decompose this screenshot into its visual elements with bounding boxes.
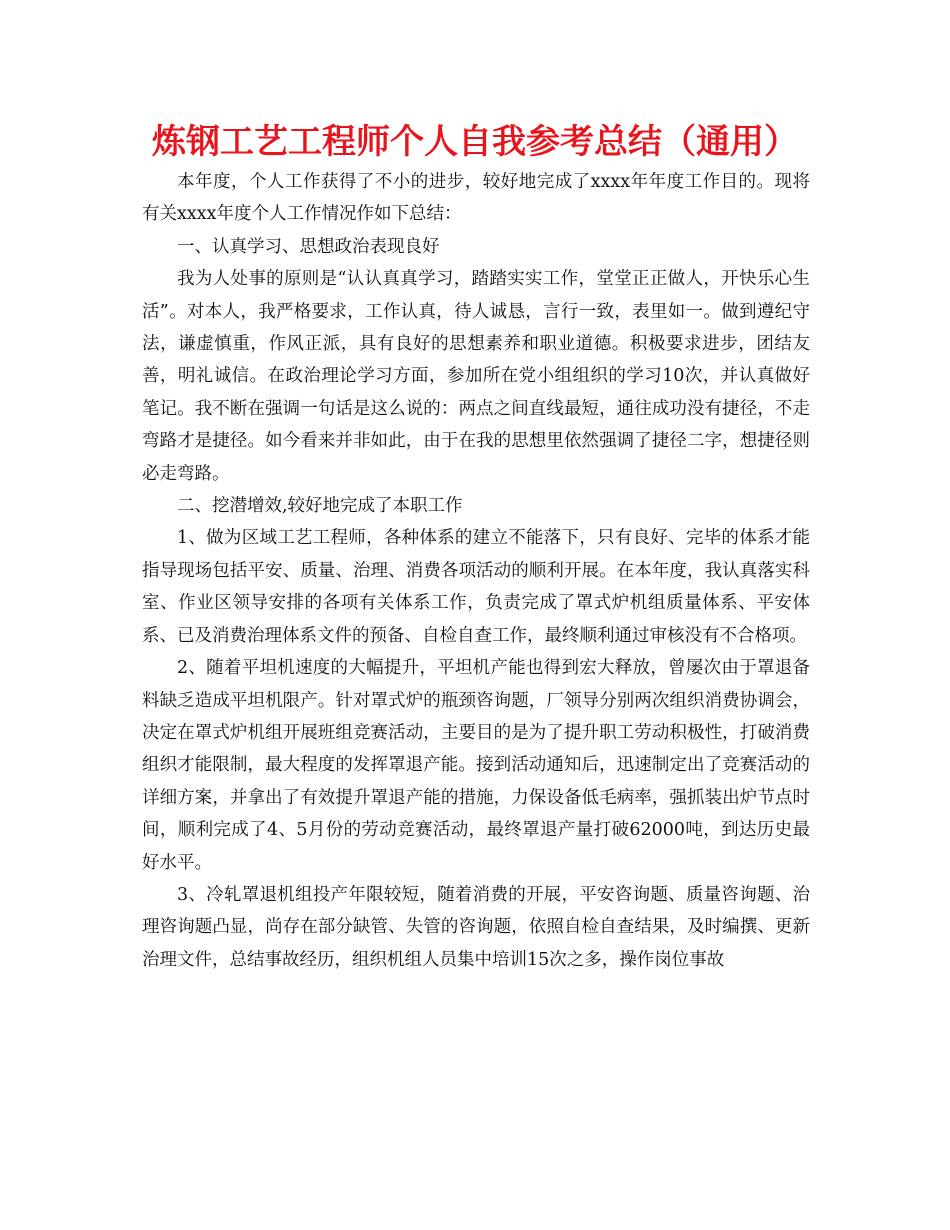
paragraph-item-1: 1、做为区域工艺工程师，各种体系的建立不能落下，只有良好、完毕的体系才能指导现场包括平安、质量、治理、消费各项活动的顺利开展。在本年度，我认真落实科室、作业区领导安排的各项有关体系工作，负责完成了罩式炉机组质量体系、平安体系、已及消费治理体系文件的预备、自检自查工作，最终顺利通过审核没有不合格项。	[142, 528, 810, 646]
document-body	[142, 166, 810, 976]
section-heading-1: 一、认真学习、思想政治表现良好	[177, 236, 440, 257]
document-title: 炼钢工艺工程师个人自我参考总结（通用）	[152, 122, 798, 162]
paragraph-intro: 本年度，个人工作获得了不小的进步，较好地完成了xxxx年年度工作目的。现将有关xxxx年度个人工作情况作如下总结：	[142, 172, 810, 225]
paragraph-item-3: 3、冷轧罩退机组投产年限较短，随着消费的开展，平安咨询题、质量咨询题、治理咨询题凸显，尚存在部分缺管、失管的咨询题，依照自检自查结果，及时编撰、更新治理文件，总结事故经历，组织机组人员集中培训15次之多，操作岗位事故	[142, 884, 810, 970]
paragraph-section-1: 我为人处事的原则是“认认真真学习，踏踏实实工作，堂堂正正做人，开快乐心生活”。对本人，我严格要求，工作认真，待人诚恳，言行一致，表里如一。做到遵纪守法，谦虚慎重，作风正派，具有良好的思想素养和职业道德。积极要求进步，团结友善，明礼诚信。在政治理论学习方面，参加所在党小组组织的学习10次，并认真做好笔记。我不断在强调一句话是这么说的：两点之间直线最短，通往成功没有捷径，不走弯路才是捷径。如今看来并非如此，由于在我的思想里依然强调了捷径二字，想捷径则必走弯路。	[142, 269, 810, 484]
paragraph-item-2: 2、随着平坦机速度的大幅提升，平坦机产能也得到宏大释放，曾屡次由于罩退备料缺乏造成平坦机限产。针对罩式炉的瓶颈咨询题，厂领导分别两次组织消费协调会，决定在罩式炉机组开展班组竞赛活动，主要目的是为了提升职工劳动积极性，打破消费组织才能限制，最大程度的发挥罩退产能。接到活动通知后，迅速制定出了竞赛活动的详细方案，并拿出了有效提升罩退产能的措施，力保设备低毛病率，强抓装出炉节点时间，顺利完成了4、5月份的劳动竞赛活动，最终罩退产量打破62000吨，到达历史最好水平。	[142, 658, 810, 873]
section-heading-2: 二、挖潜增效,较好地完成了本职工作	[177, 496, 463, 517]
